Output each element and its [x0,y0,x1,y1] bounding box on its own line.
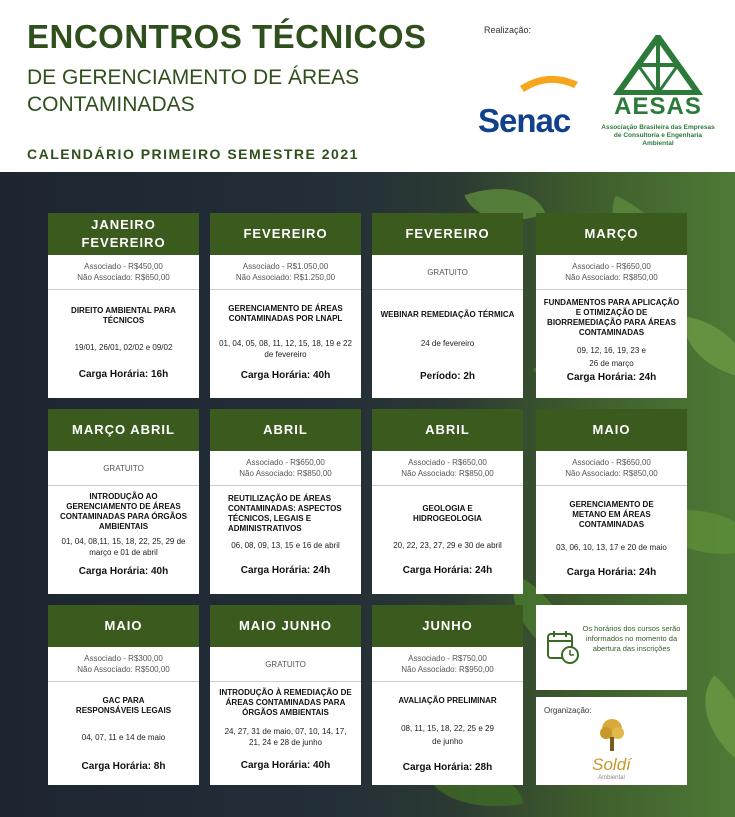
card-price: Associado - R$650,00 Não Associado: R$850,00 [210,451,361,486]
card-hours: Carga Horária: 24h [566,372,657,383]
schedule-note: Os horários dos cursos serão informados no momento da abertura das inscrições [582,624,681,653]
course-card [210,605,361,785]
realizacao-label: Realização: [484,25,532,35]
card-month: FEVEREIRO [210,213,361,255]
page-title: ENCONTROS TÉCNICOS [27,18,427,55]
card-hours: Carga Horária: 24h [240,565,331,576]
card-month: ABRIL [372,409,523,451]
tree-logo-icon [598,717,626,753]
card-price: GRATUITO [210,647,361,682]
card-course: REUTILIZAÇÃO DE ÁREAS CONTAMINADAS: ASPECTOS TÉCNICOS, LEGAIS E ADMINISTRATIVOS [228,494,342,533]
card-price: Associado - R$1.050,00 Não Associado: R$1.250,00 [210,255,361,290]
card-month: MARÇO [536,213,687,255]
card-course: GERENCIAMENTO DE ÁREAS CONTAMINADAS POR LNAPL [228,304,343,323]
card-hours: Carga Horária: 8h [81,761,166,772]
card-course: FUNDAMENTOS PARA APLICAÇÃO E OTIMIZAÇÃO DE BIORREMEDIAÇÃO PARA ÁREAS CONTAMINADAS [543,298,680,337]
card-course: INTRODUÇÃO À REMEDIAÇÃO DE ÁREAS CONTAMINADAS PARA ÓRGÃOS AMBIENTAIS [219,688,352,717]
card-dates: 08, 11, 15, 18, 22, 25 e 29 de junho [401,724,494,746]
course-card [372,409,523,594]
card-course: GAC PARA RESPONSÁVEIS LEGAIS [75,696,172,715]
card-dates: 24, 27, 31 de maio, 07, 10, 14, 17, 21, 24 e 28 de junho [224,727,347,747]
card-hours: Carga Horária: 40h [240,370,331,381]
card-hours: Período: 2h [419,371,475,382]
card-hours: Carga Horária: 40h [78,566,169,577]
card-price: Associado - R$650,00 Não Associado: R$850,00 [372,451,523,486]
card-dates: 01, 04, 05, 08, 11, 12, 15, 18, 19 e 22 de fevereiro [219,339,352,359]
header [0,0,735,172]
organizer-name: Soldí [592,755,631,774]
card-hours: Carga Horária: 24h [402,565,493,576]
card-price: Associado - R$450,00 Não Associado: R$650,00 [48,255,199,290]
card-month: JANEIRO FEVEREIRO [48,213,199,255]
card-hours: Carga Horária: 24h [566,567,657,578]
course-card [210,409,361,594]
organizer-subtitle: Ambiental [598,775,625,781]
card-month: FEVEREIRO [372,213,523,255]
card-price: Associado - R$650,00 Não Associado: R$850,00 [536,255,687,290]
course-card [48,409,199,594]
aesas-logo [598,35,718,147]
card-course: AVALIAÇÃO PRELIMINAR [398,696,497,705]
course-card [372,213,523,398]
card-month: JUNHO [372,605,523,647]
card-dates: 03, 06, 10, 13, 17 e 20 de maio [556,543,667,552]
card-dates: 01, 04, 08,11, 15, 18, 22, 25, 29 de março e 01 de abril [61,537,186,557]
aesas-logo-text: AESAS [614,93,702,120]
course-card [536,409,687,594]
card-hours: Carga Horária: 28h [402,762,493,773]
card-month: MAIO [48,605,199,647]
card-course: INTRODUÇÃO AO GERENCIAMENTO DE ÁREAS CONTAMINADAS PARA ÓRGÃOS AMBIENTAIS [60,492,187,531]
card-month: MAIO [536,409,687,451]
card-course: GERENCIAMENTO DE METANO EM ÁREAS CONTAMINADAS [569,500,654,529]
course-card [372,605,523,785]
card-price: GRATUITO [372,255,523,290]
page-subtitle: DE GERENCIAMENTO DE ÁREAS CONTAMINADAS [27,66,360,116]
calendar-clock-icon [546,629,580,665]
card-dates: 24 de fevereiro [420,339,475,348]
card-price: Associado - R$750,00 Não Associado: R$950,00 [372,647,523,682]
card-month: MAIO JUNHO [210,605,361,647]
senac-logo [478,66,596,141]
card-price: GRATUITO [48,451,199,486]
card-course: GEOLOGIA E HIDROGEOLOGIA [413,504,482,523]
card-dates: 09, 12, 16, 19, 23 e 26 de março [577,346,646,368]
card-dates: 06, 08, 09, 13, 15 e 16 de abril [231,541,340,550]
senac-logo-text: Senac [478,102,571,139]
card-dates: 20, 22, 23, 27, 29 e 30 de abril [393,541,502,550]
course-card [536,213,687,398]
card-course: WEBINAR REMEDIAÇÃO TÉRMICA [380,310,515,319]
course-card [210,213,361,398]
organizer-box [536,697,687,785]
card-price: Associado - R$650,00 Não Associado: R$850,00 [536,451,687,486]
course-card [48,213,199,398]
card-month: MARÇO ABRIL [48,409,199,451]
card-dates: 04, 07, 11 e 14 de maio [81,733,166,742]
calendar-label: CALENDÁRIO PRIMEIRO SEMESTRE 2021 [27,146,359,162]
card-dates: 19/01, 26/01, 02/02 e 09/02 [74,343,173,352]
card-price: Associado - R$300,00 Não Associado: R$500,00 [48,647,199,682]
card-hours: Carga Horária: 40h [240,760,331,771]
schedule-info-box [536,605,687,690]
organization-label: Organização: [544,706,592,715]
aesas-triangle-icon [598,35,718,95]
aesas-subtitle: Associação Brasileira das Empresas de Consultoria e Engenharia Ambiental [601,124,715,147]
course-card [48,605,199,785]
card-month: ABRIL [210,409,361,451]
card-hours: Carga Horária: 16h [78,369,169,380]
card-course: DIREITO AMBIENTAL PARA TÉCNICOS [71,306,176,325]
